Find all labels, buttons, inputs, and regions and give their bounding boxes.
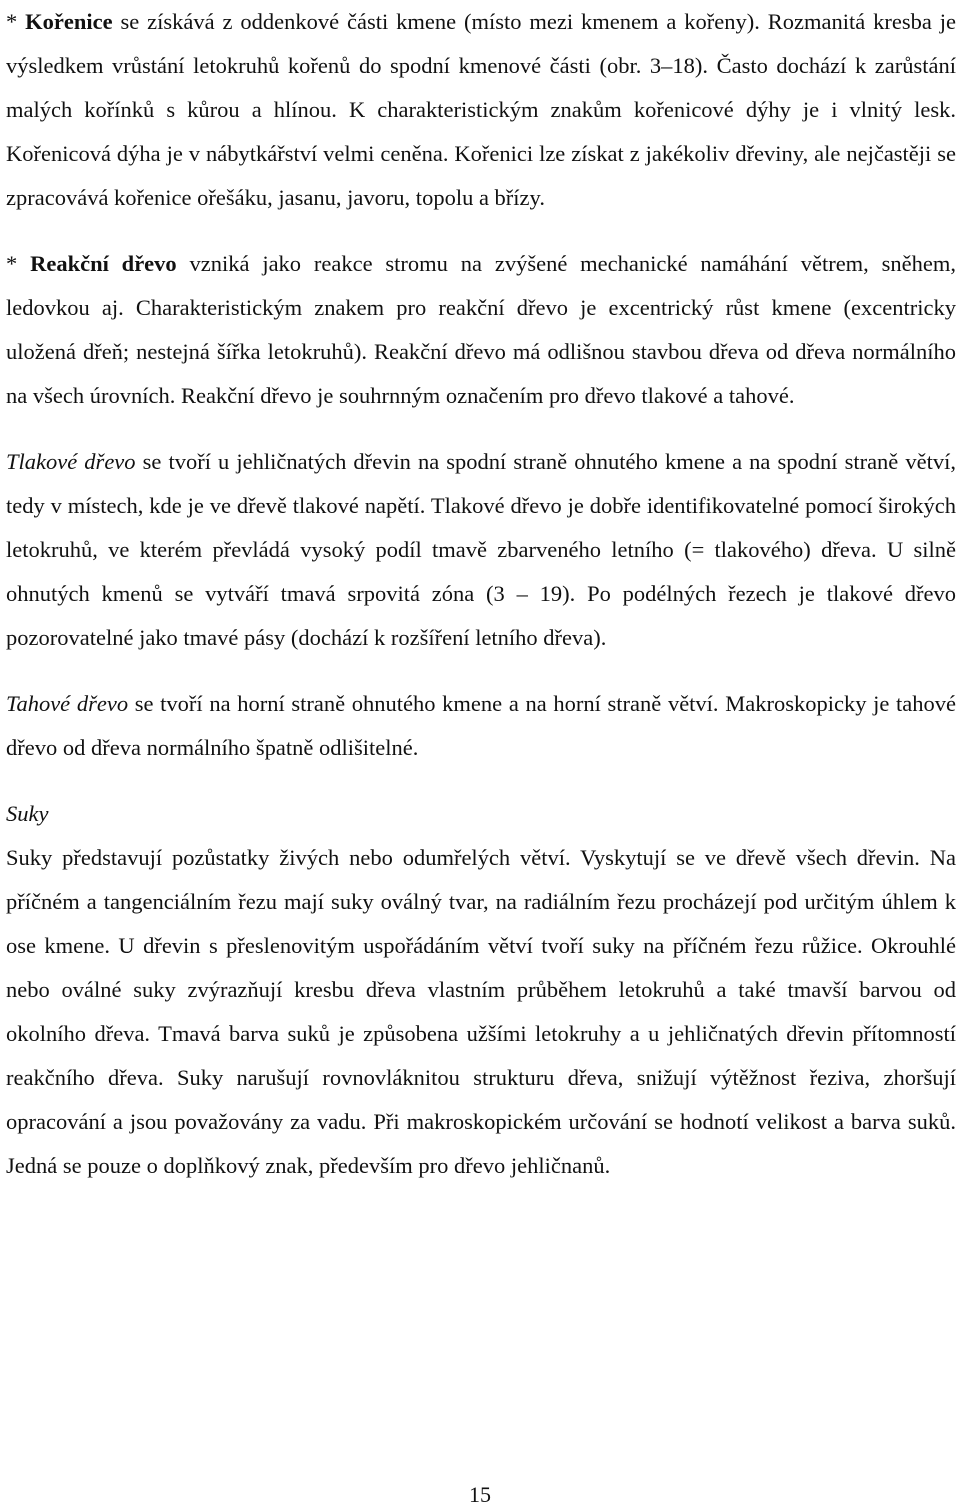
bullet-marker: * xyxy=(6,251,31,276)
section-heading-suky: Suky xyxy=(6,801,49,826)
paragraph-gap xyxy=(6,660,956,682)
paragraph-text: se tvoří u jehličnatých dřevin na spodní straně ohnutého kmene a na spodní straně větví, tedy v místech, kde je ve dřevě tlakové napětí. Tlakové dřevo je dobře identifikovatelné pomocí širokých letokruhů, ve kterém převládá vysoký podíl tmavě zbarveného letního (= tlakového) dřeva. U silně ohnutých kmenů se vytváří tmavá srpovitá zóna (3 – 19). Po podélných řezech je tlakové dřevo pozorovatelné jako tmavé pásy (dochází k rozšíření letního dřeva). xyxy=(6,449,956,650)
paragraph-gap xyxy=(6,770,956,792)
term-tlakove-drevo: Tlakové dřevo xyxy=(6,449,136,474)
paragraph-text: se tvoří na horní straně ohnutého kmene a na horní straně větví. Makroskopicky je tahové dřevo od dřeva normálního špatně odlišitelné. xyxy=(6,691,956,760)
term-tahove-drevo: Tahové dřevo xyxy=(6,691,129,716)
paragraph-reakcni-drevo xyxy=(6,242,956,418)
term-reakcni-drevo: Reakční dřevo xyxy=(30,251,177,276)
page-number: 15 xyxy=(469,1482,491,1507)
document-page xyxy=(6,0,956,1188)
paragraph-tahove-drevo xyxy=(6,682,956,770)
paragraph-gap xyxy=(6,418,956,440)
bullet-marker: * xyxy=(6,9,26,34)
paragraph-suky: Suky představují pozůstatky živých nebo odumřelých větví. Vyskytují se ve dřevě všech dřevin. Na příčném a tangenciálním řezu mají suky oválný tvar, na radiálním řezu procházejí pod určitým úhlem k ose kmene. U dřevin s přeslenovitým uspořádáním větví tvoří suky na příčném řezu růžice. Okrouhlé nebo oválné suky zvýrazňují kresbu dřeva vlastním průběhem letokruhů a také tmavší barvou od okolního dřeva. Tmavá barva suků je způsobena užšími letokruhy a u jehličnatých dřevin přítomností reakčního dřeva. Suky narušují rovnovláknitou strukturu dřeva, snižují výtěžnost řeziva, zhoršují opracování a jsou považovány za vadu. Při makroskopickém určování se hodnotí velikost a barva suků. Jedná se pouze o doplňkový znak, především pro dřevo jehličnanů. xyxy=(6,845,956,1178)
paragraph-text: vzniká jako reakce stromu na zvýšené mechanické namáhání větrem, sněhem, ledovkou aj. Charakteristickým znakem pro reakční dřevo je excentrický růst kmene (excentricky uložená dřeň; nestejná šířka letokruhů). Reakční dřevo má odlišnou stavbou dřeva od dřeva normálního na všech úrovních. Reakční dřevo je souhrnným označením pro dřevo tlakové a tahové. xyxy=(6,251,956,408)
paragraph-gap xyxy=(6,220,956,242)
paragraph-tlakove-drevo xyxy=(6,440,956,660)
term-korenice: Kořenice xyxy=(25,9,113,34)
paragraph-text: se získává z oddenkové části kmene (místo mezi kmenem a kořeny). Rozmanitá kresba je výsledkem vrůstání letokruhů kořenů do spodní kmenové části (obr. 3–18). Často dochází k zarůstání malých kořínků s kůrou a hlínou. K charakteristickým znakům kořenicové dýhy je i vlnitý lesk. Kořenicová dýha je v nábytkářství velmi ceněna. Kořenici lze získat z jakékoliv dřeviny, ale nejčastěji se zpracovává kořenice ořešáku, jasanu, javoru, topolu a břízy. xyxy=(6,9,957,210)
paragraph-korenice xyxy=(6,0,956,220)
